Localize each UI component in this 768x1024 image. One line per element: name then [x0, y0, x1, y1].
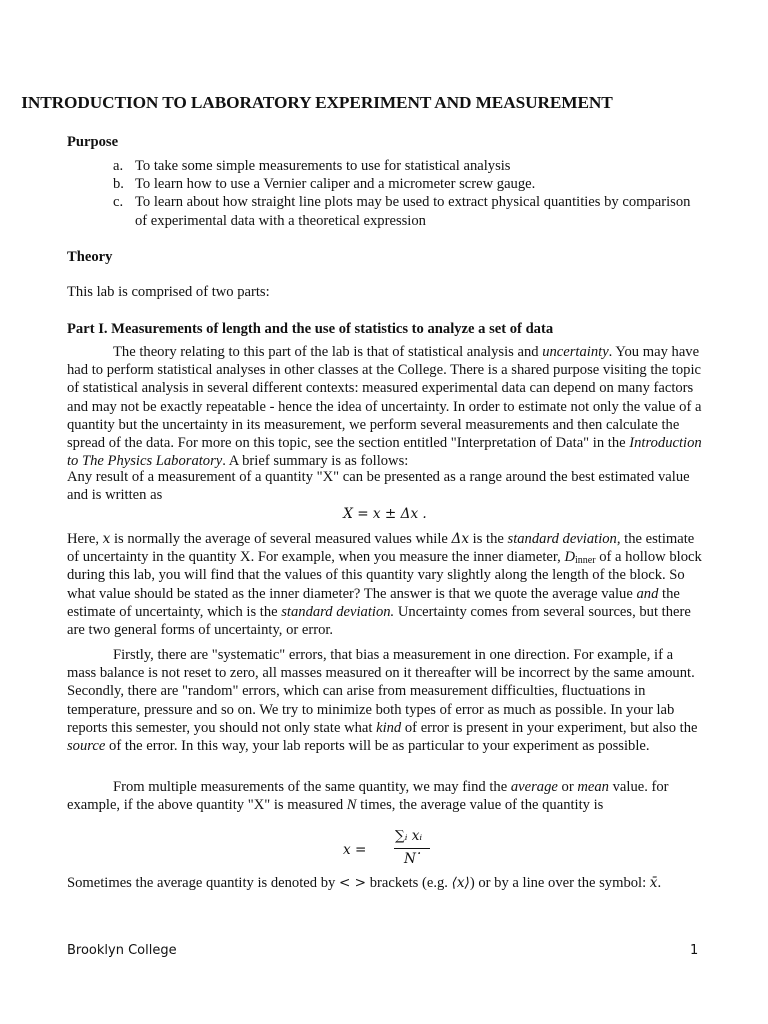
paragraph-1: The theory relating to this part of the lab is that of statistical analysis and uncertainty. You may have had to perform statistical analyses in other classes at the College. There is a shared purpose visiting the topic of statistical analysis in several different contexts: measured experimental data can depend on many factors and may not be exactly repeatable - hence the idea of uncertainty. In order to estimate not only the value of a quantity but the uncertainty in its measurement, we perform several measurements and then calculate the spread of the data. For more on this topic, see the section entitled "Interpretation of Data" in the Introduction to The Physics Laboratory. A brief summary is as follows: [67, 344, 702, 470]
purpose-list [67, 157, 703, 230]
fraction-bar [394, 848, 430, 849]
document-title: INTRODUCTION TO LABORATORY EXPERIMENT AND MEASUREMENT [21, 93, 613, 112]
paragraph-6: Sometimes the average quantity is denoted by < > brackets (e.g. ⟨x⟩) or by a line over the symbol: x̄. [67, 875, 662, 891]
equation-1: X = x ± Δx . [343, 506, 427, 522]
footer-institution: Brooklyn College [67, 943, 177, 958]
paragraph-3: Here, x is normally the average of several measured values while Δx is the standard deviation, the estimate of uncertainty in the quantity X. For example, when you measure the inner diameter, $D_{inner}$ of a hollow block during this lab, you will find that the values of this quantity vary slightly along the length of the block. So what value should be stated as the inner diameter? The answer is that we quote the average value and the estimate of uncertainty, which is the standard deviation. Uncertainty comes from several sources, but there are two general forms of uncertainty, or error. [67, 531, 702, 639]
list-item-text: To learn how to use a Vernier caliper and a micrometer screw gauge. [135, 176, 536, 193]
equation-2 [67, 827, 703, 873]
list-item-label: b. [113, 176, 124, 193]
paragraph-4: Firstly, there are "systematic" errors, that bias a measurement in one direction. For example, if a mass balance is not reset to zero, all masses measured on it thereafter will be incorrect by the same amount. Secondly, there are "random" errors, which can arise from measurement difficulties, fluctuations in temperature, pressure and so on. We try to minimize both types of error as much as possible. In your lab reports this semester, you should not only state what kind of error is present in your experiment, but also the source of the error. In this way, your lab reports will be as particular to your experiment as possible. [67, 647, 698, 755]
theory-intro: This lab is comprised of two parts: [67, 284, 270, 300]
paragraph-2: Any result of a measurement of a quantity "X" can be presented as a range around the best estimated value and is written as [67, 469, 690, 504]
list-item-text: To take some simple measurements to use for statistical analysis [135, 158, 511, 174]
list-item-label: c. [113, 194, 124, 211]
equation-2-period: . [417, 842, 422, 858]
list-item [67, 193, 703, 229]
equation-2-lhs: x = [343, 842, 367, 858]
list-item [67, 157, 703, 175]
list-item [67, 175, 703, 193]
purpose-heading: Purpose [67, 134, 119, 150]
list-item-label: a. [113, 158, 124, 174]
theory-heading: Theory [67, 249, 113, 265]
page-number: 1 [690, 943, 699, 958]
list-item-text: To learn about how straight line plots may be used to extract physical quantities by comparison of experimental data with a theoretical expression [135, 194, 691, 229]
equation-2-numerator: ∑ᵢ xᵢ [395, 828, 423, 844]
paragraph-5: From multiple measurements of the same quantity, we may find the average or mean value. for example, if the above quantity "X" is measured N times, the average value of the quantity is [67, 779, 669, 814]
part1-heading: Part I. Measurements of length and the use of statistics to analyze a set of data [67, 321, 554, 337]
equation-2-denominator: N [404, 851, 416, 867]
